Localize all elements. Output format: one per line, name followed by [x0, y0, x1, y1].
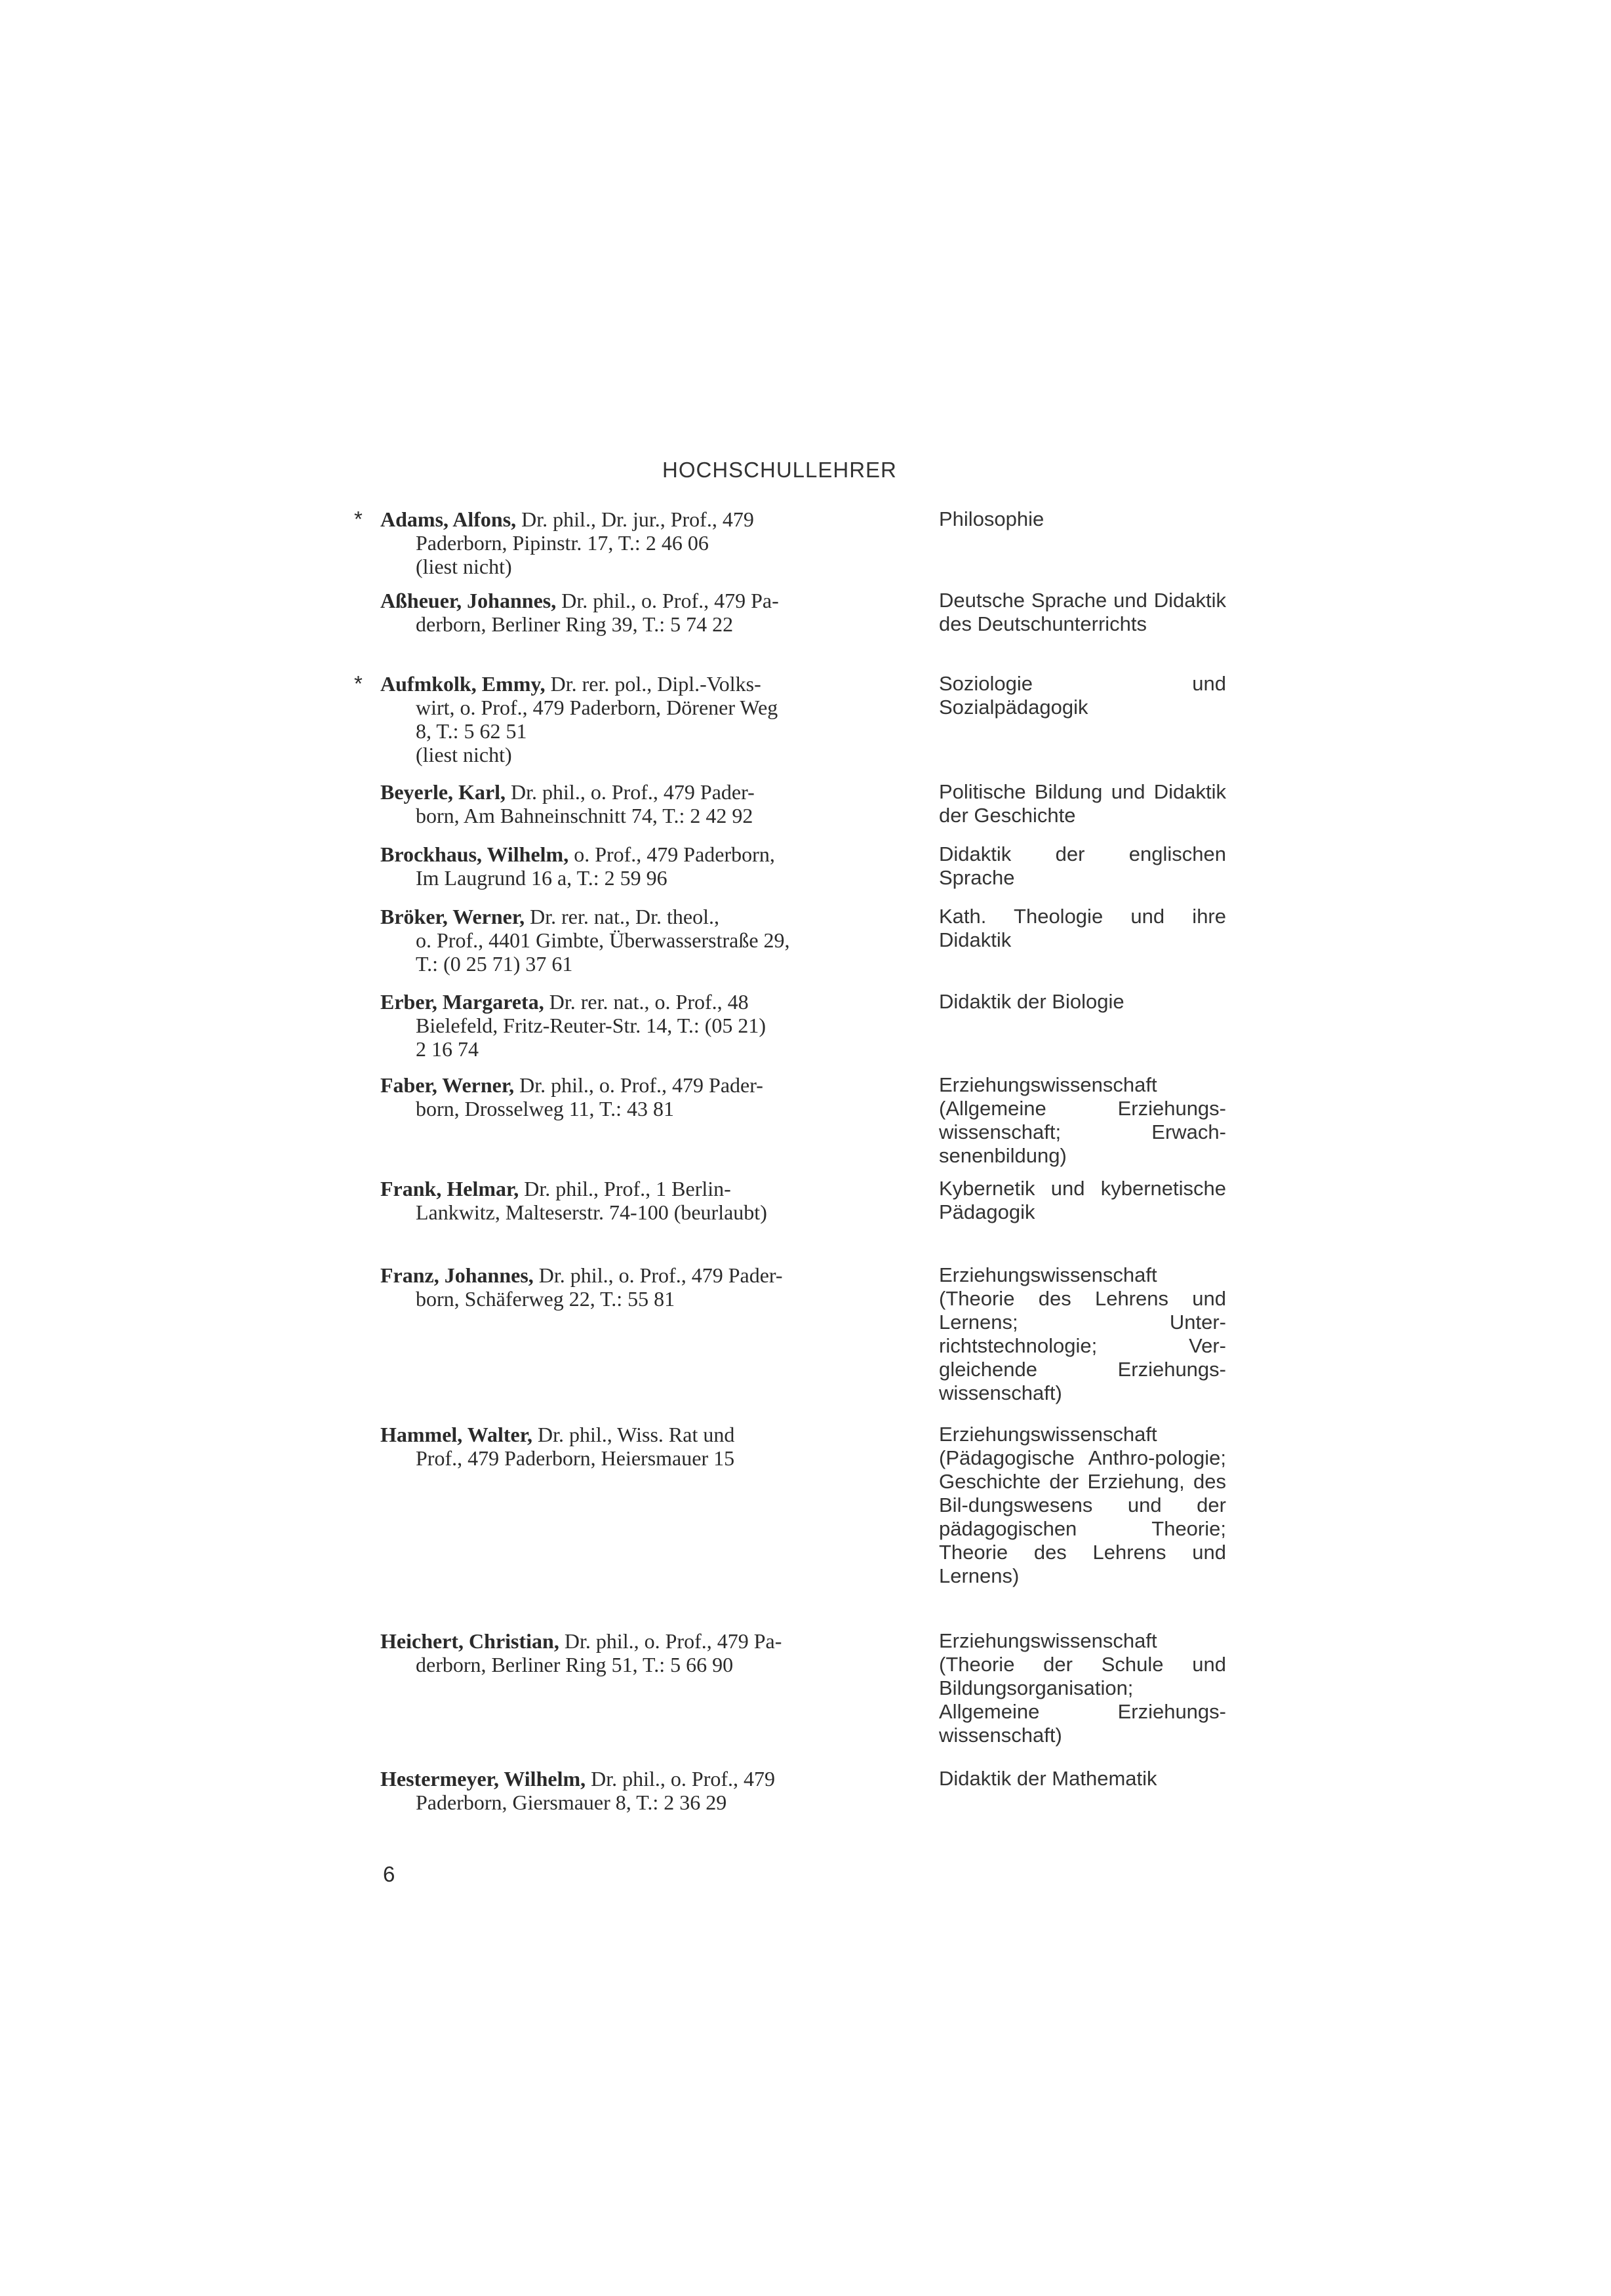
person-details: [380, 1629, 905, 1676]
person-info-line: Im Laugrund 16 a, T.: 2 59 96: [416, 866, 667, 890]
person-info: Dr. phil., o. Prof., 479 Pader-: [514, 1073, 763, 1097]
person-name: Adams, Alfons,: [380, 507, 517, 531]
subject-field: Erziehungswissenschaft (Allgemeine Erziehungs-wissenschaft; Erwach-senenbildung): [939, 1073, 1226, 1167]
person-info: Dr. phil., Wiss. Rat und: [532, 1423, 735, 1446]
person-details: [380, 1073, 905, 1120]
person-details: [380, 842, 905, 890]
person-details: [380, 507, 905, 578]
person-line: [380, 842, 905, 866]
person-info: Dr. rer. nat., Dr. theol.,: [525, 905, 719, 928]
person-line: [380, 990, 905, 1014]
person-line: [380, 507, 905, 531]
person-details: [380, 990, 905, 1061]
person-line: [380, 1767, 905, 1791]
person-info: Dr. phil., o. Prof., 479 Pa-: [556, 589, 779, 612]
person-line: [380, 1073, 905, 1097]
person-info-line: born, Am Bahneinschnitt 74, T.: 2 42 92: [416, 804, 753, 827]
subject-field: Didaktik der Mathematik: [939, 1767, 1157, 1790]
person-info-line: 2 16 74: [416, 1037, 479, 1061]
person-name: Aufmkolk, Emmy,: [380, 672, 546, 696]
subject-field: Soziologie und Sozialpädagogik: [939, 672, 1226, 719]
person-info-line: born, Drosselweg 11, T.: 43 81: [416, 1097, 675, 1120]
person-line: [380, 1177, 905, 1200]
person-name: Faber, Werner,: [380, 1073, 515, 1097]
person-line: [380, 589, 905, 612]
person-name: Brockhaus, Wilhelm,: [380, 842, 569, 866]
person-info: Dr. rer. nat., o. Prof., 48: [544, 990, 749, 1014]
subject-field: Didaktik der Biologie: [939, 990, 1124, 1013]
person-info-line: Prof., 479 Paderborn, Heiersmauer 15: [416, 1446, 735, 1470]
person-info-line: Bielefeld, Fritz-Reuter-Str. 14, T.: (05 21): [416, 1014, 766, 1037]
person-info: Dr. phil., Prof., 1 Berlin-: [519, 1177, 731, 1200]
person-line: [380, 905, 905, 928]
person-info-line: (liest nicht): [416, 743, 512, 766]
person-info-line: wirt, o. Prof., 479 Paderborn, Dörener Weg: [416, 696, 778, 719]
person-info: Dr. rer. pol., Dipl.-Volks-: [545, 672, 761, 696]
person-details: [380, 1177, 905, 1224]
subject-field: Kybernetik und kybernetische Pädagogik: [939, 1177, 1226, 1223]
subject-field: Kath. Theologie und ihre Didaktik: [939, 905, 1226, 951]
person-line: [380, 780, 905, 804]
not-teaching-marker: *: [354, 507, 363, 531]
person-info-line: Paderborn, Giersmauer 8, T.: 2 36 29: [416, 1791, 727, 1814]
person-line: [380, 1263, 905, 1287]
person-info-line: born, Schäferweg 22, T.: 55 81: [416, 1287, 675, 1311]
person-info-line: 8, T.: 5 62 51: [416, 719, 527, 743]
person-info-line: o. Prof., 4401 Gimbte, Überwasserstraße 29,: [416, 928, 790, 952]
person-info: Dr. phil., o. Prof., 479: [586, 1767, 775, 1791]
person-details: [380, 905, 905, 976]
person-name: Erber, Margareta,: [380, 990, 544, 1014]
person-info: o. Prof., 479 Paderborn,: [568, 842, 775, 866]
page-heading: HOCHSCHULLEHRER: [662, 458, 897, 482]
person-name: Heichert, Christian,: [380, 1629, 559, 1653]
subject-field: Philosophie: [939, 507, 1044, 530]
person-name: Aßheuer, Johannes,: [380, 589, 557, 612]
person-details: [380, 1767, 905, 1814]
person-info: Dr. phil., o. Prof., 479 Pader-: [533, 1263, 783, 1287]
person-name: Hammel, Walter,: [380, 1423, 532, 1446]
subject-field: Politische Bildung und Didaktik der Geschichte: [939, 780, 1226, 827]
person-details: [380, 780, 905, 827]
person-info: Dr. phil., Dr. jur., Prof., 479: [516, 507, 754, 531]
person-name: Hestermeyer, Wilhelm,: [380, 1767, 586, 1791]
person-line: [380, 1629, 905, 1653]
person-details: [380, 672, 905, 766]
person-info: Dr. phil., o. Prof., 479 Pa-: [559, 1629, 782, 1653]
subject-field: Didaktik der englischen Sprache: [939, 842, 1226, 889]
person-info-line: T.: (0 25 71) 37 61: [416, 952, 573, 976]
person-line: [380, 1423, 905, 1446]
not-teaching-marker: *: [354, 671, 363, 696]
person-info-line: derborn, Berliner Ring 51, T.: 5 66 90: [416, 1653, 734, 1676]
subject-field: Erziehungswissenschaft (Pädagogische Anthro-pologie; Geschichte der Erziehung, des Bil-dungswesens und der pädagogischen Theorie; Theorie des Lehrens und Lernens): [939, 1423, 1226, 1587]
person-details: [380, 1423, 905, 1470]
person-info-line: derborn, Berliner Ring 39, T.: 5 74 22: [416, 612, 734, 636]
person-line: [380, 672, 905, 696]
person-name: Frank, Helmar,: [380, 1177, 519, 1200]
person-name: Franz, Johannes,: [380, 1263, 534, 1287]
person-info-line: Lankwitz, Malteserstr. 74-100 (beurlaubt): [416, 1200, 767, 1224]
person-info-line: Paderborn, Pipinstr. 17, T.: 2 46 06: [416, 531, 709, 555]
person-name: Beyerle, Karl,: [380, 780, 506, 804]
subject-field: Erziehungswissenschaft (Theorie der Schule und Bildungsorganisation; Allgemeine Erziehungs-wissenschaft): [939, 1629, 1226, 1747]
person-info: Dr. phil., o. Prof., 479 Pader-: [506, 780, 755, 804]
page-number: 6: [383, 1862, 395, 1886]
person-details: [380, 1263, 905, 1311]
subject-field: Deutsche Sprache und Didaktik des Deutschunterrichts: [939, 589, 1226, 635]
person-details: [380, 589, 905, 636]
subject-field: Erziehungswissenschaft (Theorie des Lehrens und Lernens; Unter-richtstechnologie; Ver-gleichende Erziehungs-wissenschaft): [939, 1263, 1226, 1404]
person-info-line: (liest nicht): [416, 555, 512, 578]
person-name: Bröker, Werner,: [380, 905, 525, 928]
